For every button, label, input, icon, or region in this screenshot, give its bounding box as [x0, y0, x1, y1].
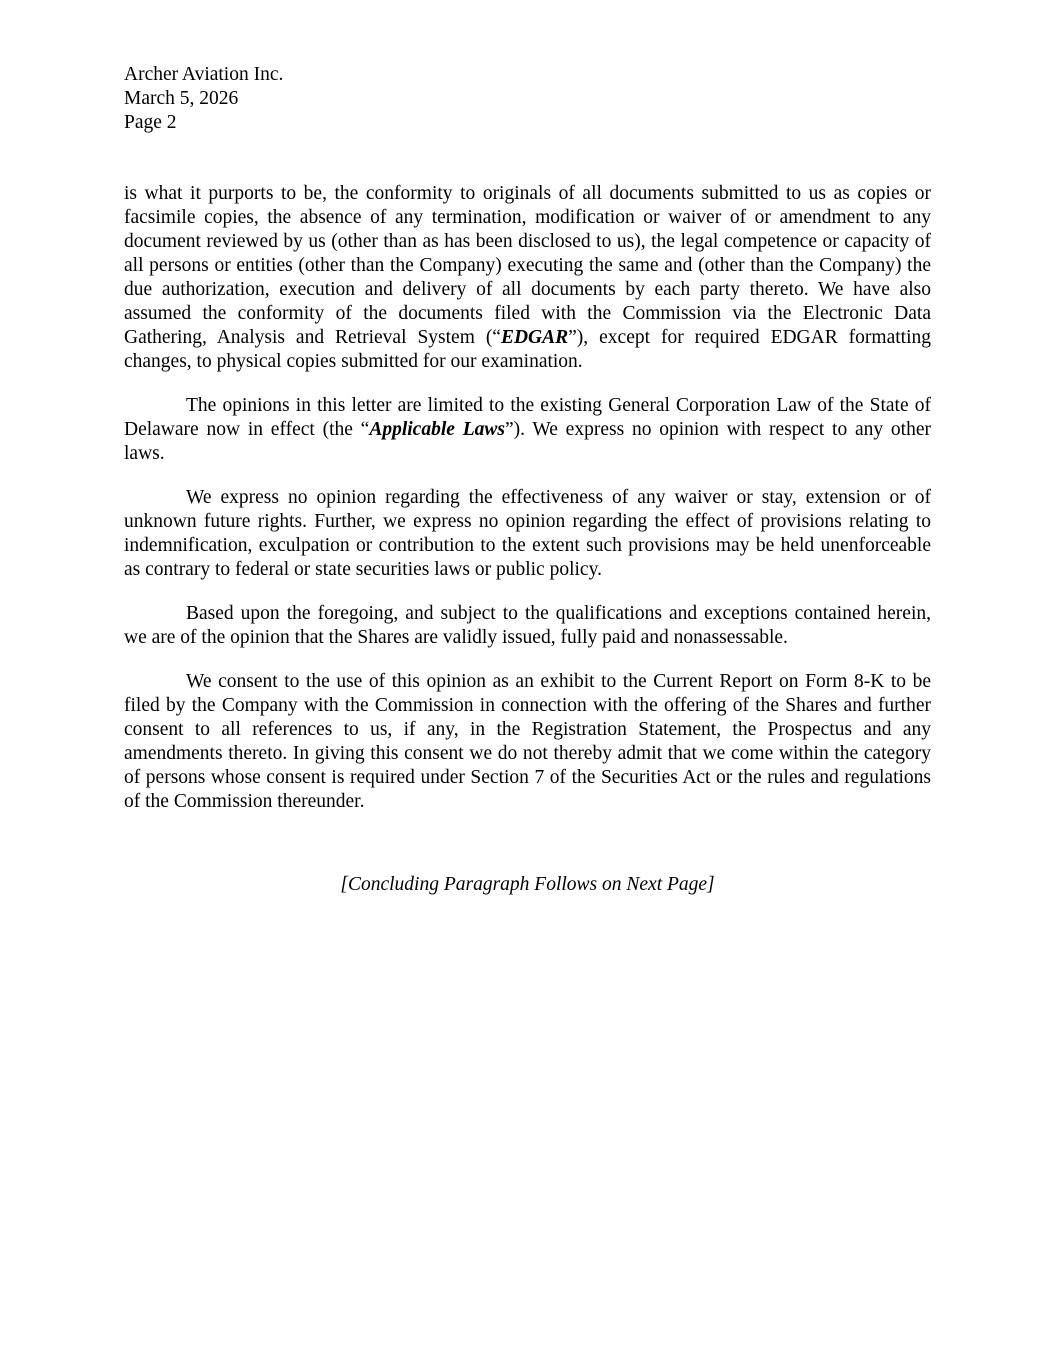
letter-header [124, 63, 931, 135]
paragraph-applicable-laws [124, 394, 931, 466]
concluding-note: [Concluding Paragraph Follows on Next Page] [340, 874, 715, 895]
paragraph-consent: We consent to the use of this opinion as an exhibit to the Current Report on Form 8-K to be filed by the Company with the Commission in connection with the offering of the Shares and further consent to all references to us, if any, in the Registration Statement, the Prospectus and any amendments thereto. In giving this consent we do not thereby admit that we come within the category of persons whose consent is required under Section 7 of the Securities Act or the rules and regulations of the Commission thereunder. [124, 671, 931, 812]
paragraph-assumptions-text-b: ”), except for required EDGAR formatting changes, to physical copies submitted for our examination. [124, 327, 931, 372]
paragraph-applicable-laws-text-b: ”). We express no opinion with respect to any other laws. [124, 419, 931, 464]
letter-body [124, 182, 931, 814]
header-date: March 5, 2026 [124, 88, 239, 109]
paragraph-opinion: Based upon the foregoing, and subject to the qualifications and exceptions contained herein, we are of the opinion that the Shares are validly issued, fully paid and nonassessable. [124, 603, 931, 648]
header-page-number: Page 2 [124, 112, 177, 133]
paragraph-assumptions [124, 182, 931, 374]
paragraph-no-opinion: We express no opinion regarding the effectiveness of any waiver or stay, extension or of unknown future rights. Further, we express no opinion regarding the effect of provisions relating to indemnification, exculpation or contribution to the extent such provisions may be held unenforceable as contrary to federal or state securities laws or public policy. [124, 487, 931, 580]
defined-term-edgar: EDGAR [500, 327, 569, 348]
paragraph-assumptions-text-a: is what it purports to be, the conformity to originals of all documents submitted to us as copies or facsimile copies, the absence of any termination, modification or waiver of or amendment to any document reviewed by us (other than as has been disclosed to us), the legal competence or capacity of all persons or entities (other than the Company) executing the same and (other than the Company) the due authorization, execution and delivery of all documents by each party thereto. We have also assumed the conformity of the documents filed with the Commission via the Electronic Data Gathering, Analysis and Retrieval System (“ [124, 183, 931, 348]
letter-page [124, 63, 931, 895]
defined-term-applicable-laws: Applicable Laws [369, 419, 505, 440]
header-company: Archer Aviation Inc. [124, 64, 284, 85]
paragraph-applicable-laws-text-a: The opinions in this letter are limited to the existing General Corporation Law of the State of Delaware now in effect (the “ [124, 395, 931, 440]
